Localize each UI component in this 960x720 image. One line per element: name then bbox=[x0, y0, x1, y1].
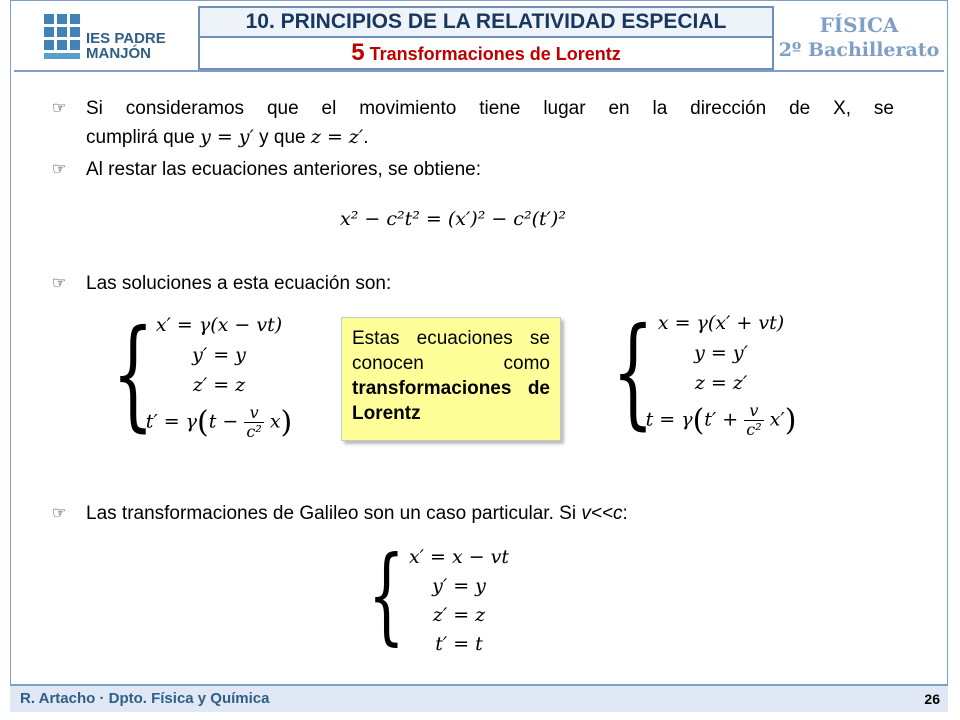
galileo-eq-x: x′ = x − vt bbox=[408, 546, 510, 568]
header-divider bbox=[14, 70, 944, 72]
lorentz-eq-t-term: t − bbox=[208, 410, 239, 433]
galileo-eq-y: y′ = y bbox=[432, 575, 486, 597]
lorentz-inverse-system bbox=[628, 312, 814, 452]
inverse-eq-t-term: t′ + bbox=[704, 408, 739, 431]
school-logo bbox=[14, 4, 194, 68]
lorentz-note-box bbox=[341, 317, 561, 441]
lorentz-direct-system bbox=[128, 314, 310, 454]
lorentz-eq-t: t′ = γ(t − $\frac{v}{\text{c²}}$ x) bbox=[145, 403, 293, 441]
course-subject: FÍSICA bbox=[819, 13, 899, 37]
pointing-hand-icon: ☞ bbox=[52, 100, 67, 117]
logo-line-1: IES PADRE bbox=[86, 30, 166, 47]
bullet-4-text-a: Las transformaciones de Galileo son un caso particular. Si bbox=[86, 503, 582, 524]
inverse-eq-t-prefix: t = γ bbox=[645, 408, 693, 431]
logo-text bbox=[86, 31, 166, 61]
course-badge bbox=[776, 6, 942, 68]
galileo-brace-icon: { bbox=[368, 534, 405, 656]
slide-footer bbox=[10, 684, 948, 712]
bullet-1-line-1: Si consideramos que el movimiento tiene lugar en la dirección de X, se bbox=[86, 98, 894, 119]
note-text: Estas ecuaciones se conocen como bbox=[352, 328, 550, 374]
logo-grid-icon bbox=[44, 14, 82, 60]
bullet-1-line-2 bbox=[86, 123, 369, 152]
fraction-numerator: v bbox=[749, 401, 759, 420]
section-number: 5 bbox=[351, 39, 365, 66]
bullet-4-text bbox=[86, 500, 628, 528]
course-level: 2º Bachillerato bbox=[778, 39, 940, 61]
page-number: 26 bbox=[924, 691, 940, 707]
bullet-2-text: Al restar las ecuaciones anteriores, se obtiene: bbox=[86, 159, 481, 180]
bullet-4-math: v<<c bbox=[581, 503, 623, 524]
bullet-4-text-b: : bbox=[622, 503, 628, 524]
unit-title: 10. PRINCIPIOS DE LA RELATIVIDAD ESPECIAL bbox=[198, 6, 774, 38]
logo-line-2: MANJÓN bbox=[86, 45, 152, 62]
lorentz-eq-z: z′ = z bbox=[192, 374, 246, 396]
inverse-eq-x: x = γ(x′ + vt) bbox=[657, 312, 785, 334]
inverse-eq-z: z = z′ bbox=[694, 372, 748, 394]
lorentz-eq-t-prefix: t′ = γ bbox=[145, 410, 198, 433]
inverse-eq-t-suffix: x′ bbox=[769, 408, 785, 431]
fraction-numerator: v bbox=[249, 403, 259, 422]
lorentz-eq-y: y′ = y bbox=[192, 344, 246, 366]
inverse-eq-y: y = y′ bbox=[694, 342, 748, 364]
bullet-1-text-b: y que bbox=[253, 127, 311, 148]
lorentz-eq-t-suffix: x bbox=[269, 410, 281, 433]
right-brace-icon: { bbox=[612, 303, 654, 442]
footer-author: R. Artacho · Dpto. Física y Química bbox=[20, 690, 270, 707]
pointing-hand-icon: ☞ bbox=[52, 161, 67, 178]
note-bold-2: de Lorentz bbox=[352, 378, 550, 424]
note-bold-1: transformaciones bbox=[352, 378, 512, 399]
section-title bbox=[198, 38, 774, 70]
bullet-1-math-1: y = y′ bbox=[200, 126, 254, 148]
pointing-hand-icon: ☞ bbox=[52, 275, 67, 292]
lorentz-eq-t-fraction bbox=[244, 404, 263, 441]
bullet-3-text: Las soluciones a esta ecuación son: bbox=[86, 273, 392, 294]
bullet-1-math-2: z = z′ bbox=[310, 126, 364, 148]
inverse-eq-t-fraction bbox=[744, 402, 763, 439]
lorentz-eq-x: x′ = γ(x − vt) bbox=[155, 314, 283, 336]
left-brace-icon: { bbox=[112, 305, 154, 444]
pointing-hand-icon: ☞ bbox=[52, 505, 67, 522]
galileo-eq-z: z′ = z bbox=[432, 604, 486, 626]
galileo-system bbox=[384, 546, 534, 662]
bullet-1-text-c: . bbox=[363, 127, 369, 148]
interval-equation: x² − c²t² = (x′)² − c²(t′)² bbox=[340, 208, 566, 230]
galileo-eq-t: t′ = t bbox=[435, 633, 483, 655]
section-name: Transformaciones de Lorentz bbox=[369, 44, 621, 64]
inverse-eq-t: t = γ(t′ + $\frac{v}{\text{c²}}$ x′) bbox=[645, 401, 797, 439]
bullet-1-text-a: cumplirá que bbox=[86, 127, 201, 148]
fraction-denominator: c² bbox=[746, 420, 762, 439]
fraction-denominator: c² bbox=[246, 422, 262, 441]
